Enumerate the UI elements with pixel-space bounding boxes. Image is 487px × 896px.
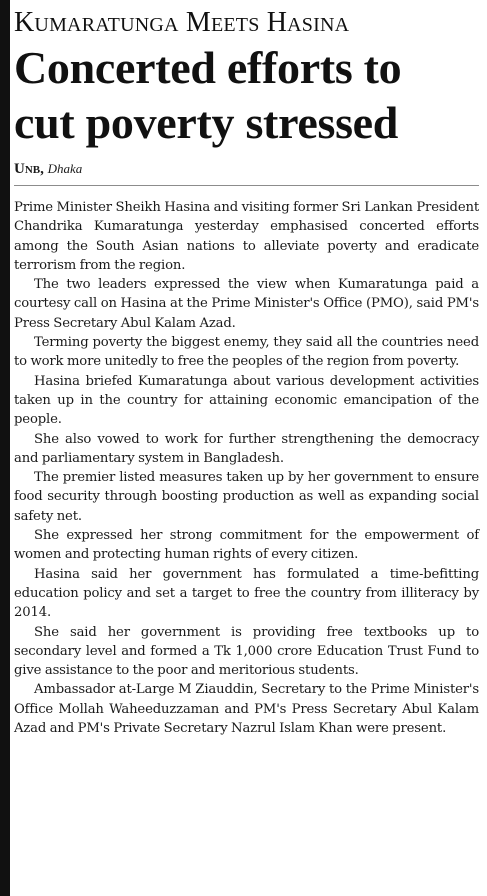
article-paragraph: Terming poverty the biggest enemy, they said all the countries need to work more unitedly to free the peoples of the region from poverty. xyxy=(14,335,479,370)
article-paragraph: Prime Minister Sheikh Hasina and visiting former Sri Lankan President Chandrika Kumaratunga yesterday emphasised concerted efforts among the South Asian nations to alleviate poverty and eradicate terrorism from the region. xyxy=(14,200,479,273)
headline-line-2: cut poverty stressed xyxy=(14,97,399,148)
article-paragraph: She also vowed to work for further strengthening the democracy and parliamentary system in Bangladesh. xyxy=(14,431,479,466)
column-left-rule xyxy=(0,0,10,896)
article-paragraph: Ambassador at-Large M Ziauddin, Secretary to the Prime Minister's Office Mollah Waheeduzzaman and PM's Press Secretary Abul Kalam Azad and PM's Private Secretary Nazrul Islam Khan were present. xyxy=(14,682,479,737)
article-byline xyxy=(14,160,479,178)
byline-agency: Unb, xyxy=(14,161,44,177)
article-paragraph: The two leaders expressed the view when Kumaratunga paid a courtesy call on Hasina at the Prime Minister's Office (PMO), said PM's Press Secretary Abul Kalam Azad. xyxy=(14,277,479,331)
headline-line-1: Concerted efforts to xyxy=(14,42,402,93)
article-headline xyxy=(14,40,479,150)
article-paragraph: The premier listed measures taken up by her government to ensure food security through boosting production as well as expanding social safety net. xyxy=(14,470,479,524)
byline-divider xyxy=(14,185,479,186)
byline-city: Dhaka xyxy=(47,161,83,176)
article-paragraph: Hasina briefed Kumaratunga about various development activities taken up in the country for attaining economic emancipation of the people. xyxy=(14,373,479,428)
article-paragraph: She expressed her strong commitment for the empowerment of women and protecting human rights of every citizen. xyxy=(14,528,479,563)
news-article xyxy=(14,0,479,738)
article-paragraph: She said her government is providing free textbooks up to secondary level and formed a Tk 1,000 crore Education Trust Fund to give assistance to the poor and meritorious students. xyxy=(14,624,479,679)
article-kicker: Kumaratunga Meets Hasina xyxy=(14,7,350,38)
article-body xyxy=(14,198,479,738)
article-paragraph: Hasina said her government has formulated a time-befitting education policy and set a target to free the country from illiteracy by 2014. xyxy=(14,566,479,621)
